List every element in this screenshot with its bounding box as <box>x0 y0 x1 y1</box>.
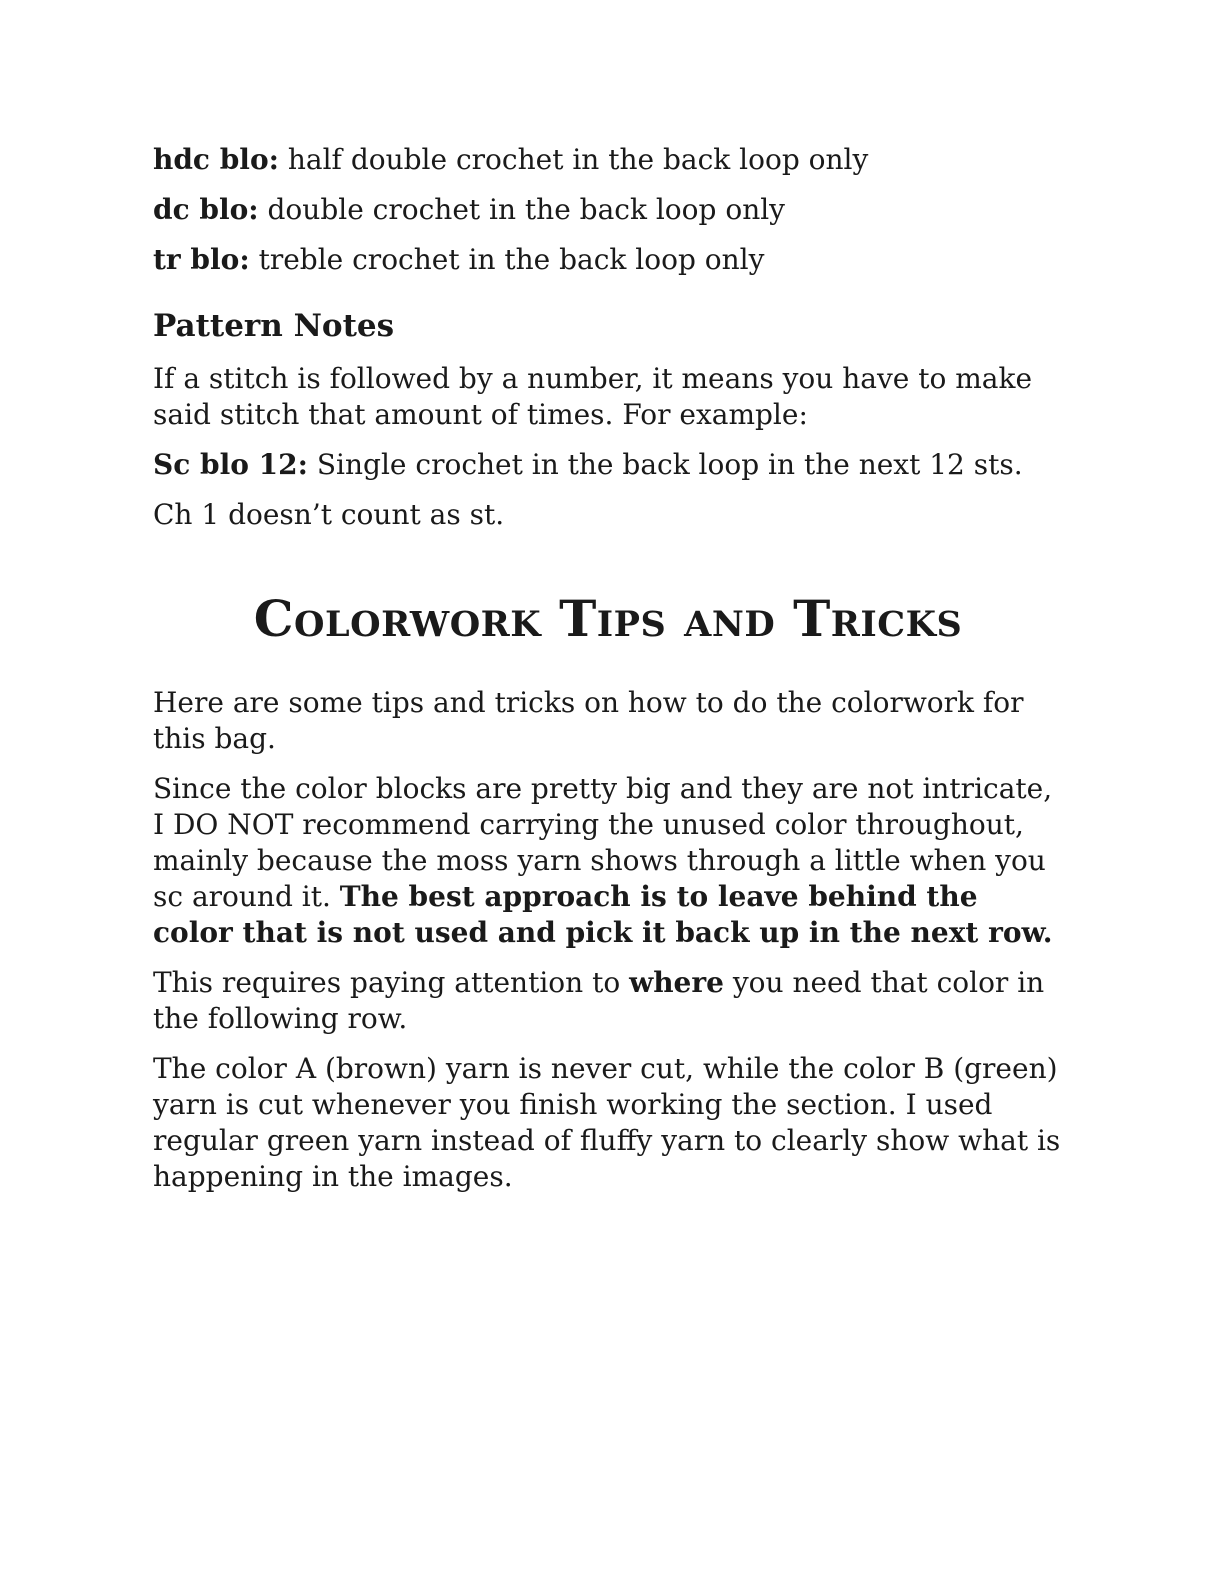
pattern-notes-intro: If a stitch is followed by a number, it means you have to make said stitch that amount of times. For example: <box>153 362 1033 431</box>
colorwork-paragraph-4: The color A (brown) yarn is never cut, while the color B (green) yarn is cut whenever you finish working the section. I used regular green yarn instead of fluffy yarn to clearly show what is happening in the images. <box>153 1052 1061 1193</box>
colorwork-paragraph-3-start: This requires paying attention to <box>153 966 630 999</box>
abbreviation-definition: double crochet in the back loop only <box>258 193 786 226</box>
colorwork-paragraph-3-end: you need that color in the following row. <box>153 966 1045 1035</box>
abbreviation-term: tr blo: <box>153 243 250 276</box>
colorwork-paragraph-3-emphasis: where <box>629 966 724 999</box>
abbreviation-definition: treble crochet in the back loop only <box>249 243 765 276</box>
document-page <box>153 142 1063 1209</box>
colorwork-paragraph-3 <box>153 965 1063 1037</box>
abbreviation-definition: half double crochet in the back loop only <box>278 143 869 176</box>
abbreviation-term: dc blo: <box>153 193 259 226</box>
abbreviation-dc-blo <box>153 192 1063 228</box>
pattern-notes-heading: Pattern Notes <box>153 308 395 344</box>
colorwork-paragraph-2-emphasis: The best approach is to leave behind the color that is not used and pick it back up in the next row. <box>153 880 1053 949</box>
colorwork-paragraph-1: Here are some tips and tricks on how to do the colorwork for this bag. <box>153 686 1024 755</box>
example-term: Sc blo 12: <box>153 448 308 481</box>
pattern-notes-example <box>153 447 1063 483</box>
pattern-notes-chain-note: Ch 1 doesn’t count as st. <box>153 498 505 531</box>
example-text: Single crochet in the back loop in the next 12 sts. <box>307 448 1023 481</box>
colorwork-paragraph-2 <box>153 771 1063 951</box>
abbreviation-term: hdc blo: <box>153 143 279 176</box>
colorwork-paragraph-2-text: Since the color blocks are pretty big and they are not intricate, I DO NOT recommend carrying the unused color throughout, mainly because the moss yarn shows through a little when you sc around it. <box>153 772 1053 913</box>
abbreviation-hdc-blo <box>153 142 1063 178</box>
colorwork-heading: Colorwork Tips and Tricks <box>253 589 963 648</box>
abbreviation-tr-blo <box>153 242 1063 278</box>
